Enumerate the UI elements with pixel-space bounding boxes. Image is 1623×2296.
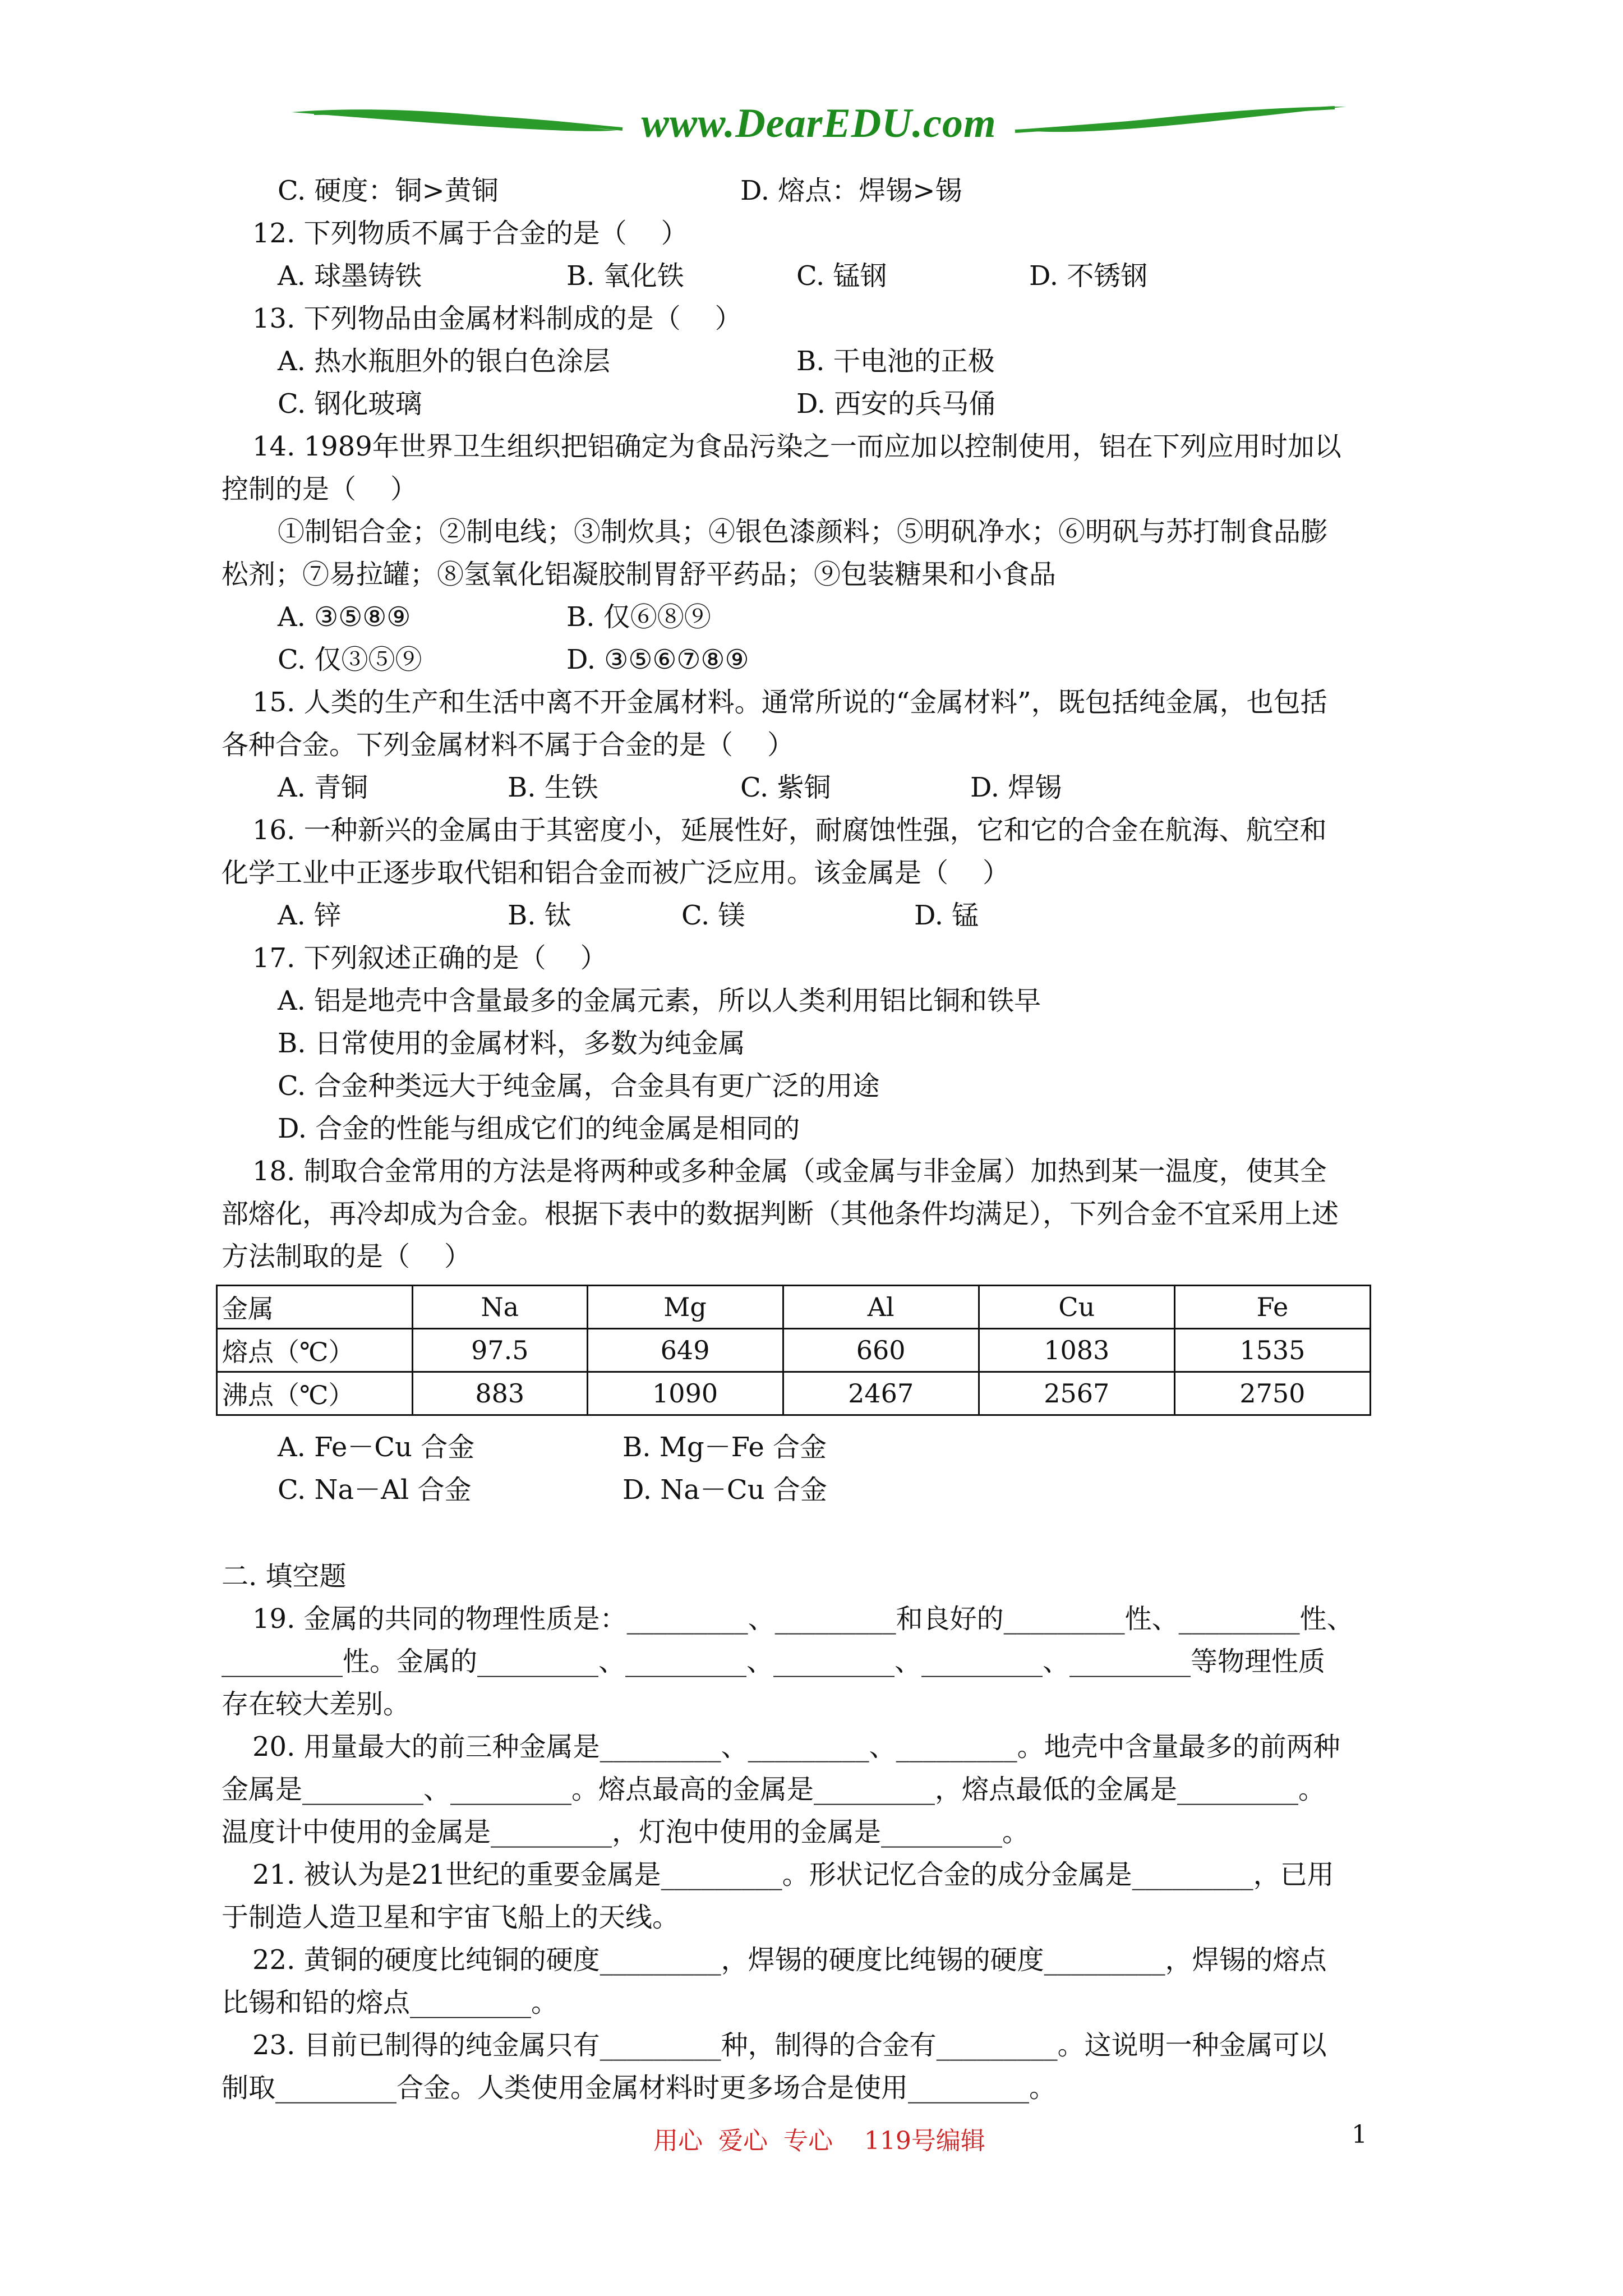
table-header-cell: Mg [587, 1286, 783, 1329]
question-13: 13. 下列物品由金属材料制成的是（ ） [252, 303, 742, 334]
question-12: 12. 下列物质不属于合金的是（ ） [252, 218, 688, 249]
site-url: www.DearEDU.com [641, 100, 997, 146]
q18-option-d: D. Na－Cu 合金 [623, 1474, 827, 1506]
question-19-cont: _________性。金属的_________、_________、_________、_________、_________等物理性质 [222, 1646, 1326, 1677]
q16-option-c: C. 镁 [681, 900, 745, 931]
q12-option-b: B. 氧化铁 [566, 260, 684, 292]
q18-option-a: A. Fe－Cu 合金 [278, 1432, 475, 1463]
q16-option-a: A. 锌 [278, 900, 342, 931]
q15-option-d: D. 焊锡 [970, 772, 1062, 803]
question-18-cont: 部熔化，再冷却成为合金。根据下表中的数据判断（其他条件均满足），下列合金不宜采用上述 [222, 1198, 1339, 1230]
table-cell: 2750 [1174, 1372, 1370, 1415]
question-16-cont: 化学工业中正逐步取代铝和铝合金而被广泛应用。该金属是（ ） [222, 857, 1010, 889]
question-20-cont: 金属是_________、_________。熔点最高的金属是_________，熔点最低的金属是_________。 [222, 1774, 1326, 1805]
q12-option-a: A. 球墨铸铁 [278, 260, 422, 292]
question-23: 23. 目前已制得的纯金属只有_________种，制得的合金有_________。这说明一种金属可以 [252, 2030, 1327, 2061]
question-21: 21. 被认为是21世纪的重要金属是_________。形状记忆合金的成分金属是_________，已用 [252, 1859, 1334, 1890]
q14-option-a: A. ③⑤⑧⑨ [278, 601, 411, 633]
page-number: 1 [1352, 2120, 1367, 2149]
table-cell: 熔点（℃） [217, 1329, 413, 1372]
table-cell: 2467 [783, 1372, 979, 1415]
table-header-cell: Cu [979, 1286, 1174, 1329]
table-cell: 1090 [587, 1372, 783, 1415]
q17-option-c: C. 合金种类远大于纯金属，合金具有更广泛的用途 [278, 1070, 880, 1102]
table-row [217, 1329, 1371, 1372]
table-cell: 2567 [979, 1372, 1174, 1415]
question-22: 22. 黄铜的硬度比纯铜的硬度_________，焊锡的硬度比纯锡的硬度_________，焊锡的熔点 [252, 1944, 1327, 1976]
q14-option-d: D. ③⑤⑥⑦⑧⑨ [566, 644, 749, 675]
table-cell: 660 [783, 1329, 979, 1372]
q13-option-c: C. 钢化玻璃 [278, 388, 422, 420]
question-14: 14. 1989年世界卫生组织把铝确定为食品污染之一而应加以控制使用，铝在下列应用时加以 [252, 431, 1341, 462]
question-23-cont: 制取_________合金。人类使用金属材料时更多场合是使用_________。 [222, 2072, 1057, 2104]
table-row [217, 1372, 1371, 1415]
table-header-cell: Na [413, 1286, 588, 1329]
site-banner [292, 90, 1346, 151]
q13-option-d: D. 西安的兵马俑 [796, 388, 996, 420]
q15-option-a: A. 青铜 [278, 772, 368, 803]
table-header-cell: 金属 [217, 1286, 413, 1329]
table-cell: 沸点（℃） [217, 1372, 413, 1415]
question-19: 19. 金属的共同的物理性质是：_________、_________和良好的_________性、_________性、 [252, 1603, 1354, 1635]
question-14-items: ①制铝合金；②制电线；③制炊具；④银色漆颜料；⑤明矾净水；⑥明矾与苏打制食品膨 [278, 516, 1328, 547]
q12-option-d: D. 不锈钢 [1029, 260, 1148, 292]
table-cell: 97.5 [413, 1329, 588, 1372]
question-16: 16. 一种新兴的金属由于其密度小，延展性好，耐腐蚀性强，它和它的合金在航海、航空和 [252, 815, 1327, 846]
question-18-cont2: 方法制取的是（ ） [222, 1241, 472, 1272]
question-19-cont2: 存在较大差别。 [222, 1688, 411, 1720]
question-15-cont: 各种合金。下列金属材料不属于合金的是（ ） [222, 729, 795, 761]
q17-option-a: A. 铝是地壳中含量最多的金属元素，所以人类利用铝比铜和铁早 [278, 985, 1041, 1016]
table-header-cell: Fe [1174, 1286, 1370, 1329]
q16-option-d: D. 锰 [914, 900, 979, 931]
table-cell: 883 [413, 1372, 588, 1415]
q11-option-c: C. 硬度：铜>黄铜 [278, 175, 499, 206]
q12-option-c: C. 锰钢 [796, 260, 887, 292]
q17-option-d: D. 合金的性能与组成它们的纯金属是相同的 [278, 1113, 800, 1144]
metal-properties-table [216, 1285, 1371, 1416]
q15-option-c: C. 紫铜 [740, 772, 831, 803]
footer-slogan: 用心 爱心 专心 119号编辑 [653, 2127, 985, 2155]
table-cell: 649 [587, 1329, 783, 1372]
question-20: 20. 用量最大的前三种金属是_________、_________、_________。地壳中含量最多的前两种 [252, 1731, 1340, 1763]
question-15: 15. 人类的生产和生活中离不开金属材料。通常所说的“金属材料”，既包括纯金属，也包括 [252, 687, 1327, 718]
q18-option-b: B. Mg－Fe 合金 [623, 1432, 827, 1463]
table-cell: 1083 [979, 1329, 1174, 1372]
question-14-cont: 控制的是（ ） [222, 473, 418, 505]
q15-option-b: B. 生铁 [508, 772, 598, 803]
table-header-cell: Al [783, 1286, 979, 1329]
table-header-row [217, 1286, 1371, 1329]
section-heading: 二. 填空题 [222, 1561, 347, 1592]
question-18: 18. 制取合金常用的方法是将两种或多种金属（或金属与非金属）加热到某一温度，使其全 [252, 1156, 1327, 1187]
q14-option-c: C. 仅③⑤⑨ [278, 644, 422, 675]
question-14-items-cont: 松剂；⑦易拉罐；⑧氢氧化铝凝胶制胃舒平药品；⑨包装糖果和小食品 [222, 559, 1057, 590]
q11-option-d: D. 熔点：焊锡>锡 [740, 175, 962, 206]
table-cell: 1535 [1174, 1329, 1370, 1372]
question-20-cont2: 温度计中使用的金属是_________，灯泡中使用的金属是_________。 [222, 1816, 1030, 1848]
question-17: 17. 下列叙述正确的是（ ） [252, 942, 607, 974]
question-21-cont: 于制造人造卫星和宇宙飞船上的天线。 [222, 1902, 680, 1933]
q14-option-b: B. 仅⑥⑧⑨ [566, 601, 711, 633]
q16-option-b: B. 钛 [508, 900, 571, 931]
q17-option-b: B. 日常使用的金属材料，多数为纯金属 [278, 1028, 745, 1059]
q13-option-a: A. 热水瓶胆外的银白色涂层 [278, 346, 611, 377]
question-22-cont: 比锡和铅的熔点_________。 [222, 1987, 559, 2018]
q13-option-b: B. 干电池的正极 [796, 346, 995, 377]
q18-option-c: C. Na－Al 合金 [278, 1474, 472, 1506]
